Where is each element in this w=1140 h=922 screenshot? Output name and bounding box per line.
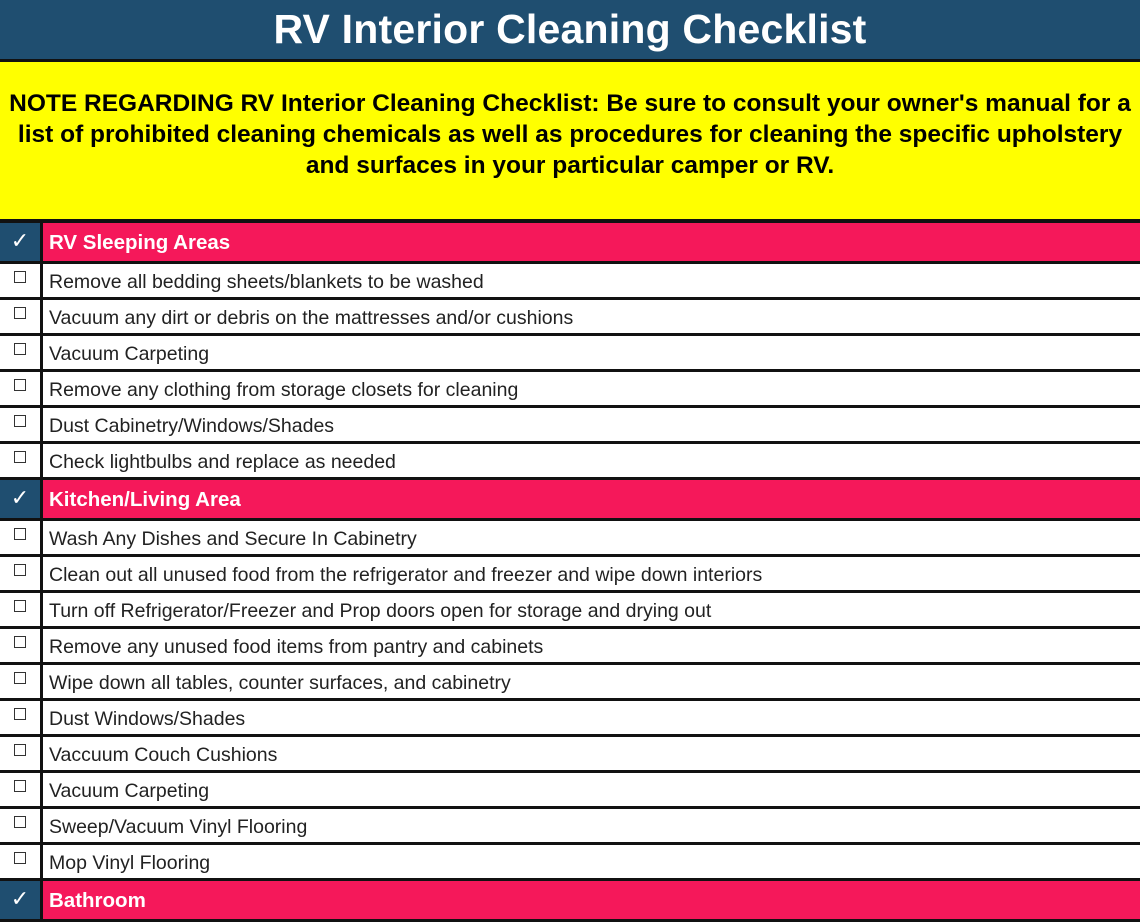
page-title: RV Interior Cleaning Checklist	[0, 0, 1140, 62]
checklist-item	[0, 557, 1140, 593]
checkbox-icon[interactable]	[14, 600, 26, 612]
checkbox-cell[interactable]	[0, 629, 43, 662]
checklist-item	[0, 701, 1140, 737]
checklist-item	[0, 845, 1140, 881]
checklist-item-label: Wipe down all tables, counter surfaces, and cabinetry	[49, 672, 511, 694]
checklist-item	[0, 593, 1140, 629]
checkbox-icon[interactable]	[14, 307, 26, 319]
section-header	[0, 223, 1140, 264]
section-check-cell	[0, 223, 43, 261]
checklist-item	[0, 336, 1140, 372]
checklist-item-label: Clean out all unused food from the refrigerator and freezer and wipe down interiors	[49, 564, 763, 586]
checklist-item	[0, 773, 1140, 809]
checklist-item-label: Check lightbulbs and replace as needed	[49, 451, 396, 473]
checkbox-icon[interactable]	[14, 816, 26, 828]
checkbox-cell[interactable]	[0, 444, 43, 477]
checkbox-icon[interactable]	[14, 415, 26, 427]
section-check-cell	[0, 480, 43, 518]
checkbox-cell[interactable]	[0, 809, 43, 842]
checklist-item-label: Remove any unused food items from pantry and cabinets	[49, 636, 544, 658]
checkbox-cell[interactable]	[0, 773, 43, 806]
checklist-item-label: Dust Cabinetry/Windows/Shades	[49, 415, 335, 437]
checkbox-cell[interactable]	[0, 408, 43, 441]
checklist-item-label: Turn off Refrigerator/Freezer and Prop doors open for storage and drying out	[49, 600, 712, 622]
checkbox-icon[interactable]	[14, 528, 26, 540]
checkbox-cell[interactable]	[0, 845, 43, 878]
checkbox-cell[interactable]	[0, 737, 43, 770]
checklist-item	[0, 372, 1140, 408]
checkbox-cell[interactable]	[0, 557, 43, 590]
note-banner	[0, 62, 1140, 223]
checklist-item	[0, 300, 1140, 336]
checkbox-cell[interactable]	[0, 336, 43, 369]
checklist-item	[0, 264, 1140, 300]
checklist-item-label: Remove any clothing from storage closets for cleaning	[49, 379, 519, 401]
section-title: Kitchen/Living Area	[43, 480, 1140, 518]
checkbox-icon[interactable]	[14, 708, 26, 720]
checklist-item-label: Wash Any Dishes and Secure In Cabinetry	[49, 528, 417, 550]
checkbox-cell[interactable]	[0, 665, 43, 698]
checklist-item	[0, 521, 1140, 557]
checkbox-cell[interactable]	[0, 701, 43, 734]
section-check-cell	[0, 881, 43, 919]
checkbox-icon[interactable]	[14, 271, 26, 283]
checkbox-cell[interactable]	[0, 372, 43, 405]
section-header	[0, 480, 1140, 521]
checklist-item-label: Mop Vinyl Flooring	[49, 852, 211, 874]
checkbox-cell[interactable]	[0, 300, 43, 333]
checkbox-icon[interactable]	[14, 780, 26, 792]
checklist-table	[0, 223, 1140, 922]
checkbox-cell[interactable]	[0, 264, 43, 297]
checklist-item	[0, 408, 1140, 444]
section-header	[0, 881, 1140, 922]
checkbox-icon[interactable]	[14, 672, 26, 684]
checkbox-icon[interactable]	[14, 343, 26, 355]
note-text: NOTE REGARDING RV Interior Cleaning Checklist: Be sure to consult your owner's manual for a list of prohibited cleaning chemicals as well as procedures for cleaning the specific upholstery and surfaces in your particular camper or RV.	[9, 90, 1131, 179]
checklist-item-label: Vacuum Carpeting	[49, 780, 210, 802]
section-title: RV Sleeping Areas	[43, 223, 1140, 261]
checkbox-icon[interactable]	[14, 379, 26, 391]
checklist-item	[0, 444, 1140, 480]
checklist-item	[0, 665, 1140, 701]
checkbox-icon[interactable]	[14, 744, 26, 756]
checkmark-icon: ✓	[10, 486, 30, 511]
checklist-item-label: Vaccuum Couch Cushions	[49, 744, 278, 766]
checklist-item-label: Vacuum any dirt or debris on the mattresses and/or cushions	[49, 307, 574, 329]
checkmark-icon: ✓	[10, 887, 30, 912]
checkbox-icon[interactable]	[14, 451, 26, 463]
checkbox-icon[interactable]	[14, 636, 26, 648]
checklist-item-label: Remove all bedding sheets/blankets to be washed	[49, 271, 484, 293]
checklist-item-label: Dust Windows/Shades	[49, 708, 246, 730]
section-title: Bathroom	[43, 881, 1140, 919]
checkbox-icon[interactable]	[14, 852, 26, 864]
checklist-item	[0, 737, 1140, 773]
checklist-item	[0, 629, 1140, 665]
checklist-item-label: Vacuum Carpeting	[49, 343, 210, 365]
checkmark-icon: ✓	[10, 229, 30, 254]
checkbox-icon[interactable]	[14, 564, 26, 576]
checklist-item-label: Sweep/Vacuum Vinyl Flooring	[49, 816, 308, 838]
checkbox-cell[interactable]	[0, 521, 43, 554]
checkbox-cell[interactable]	[0, 593, 43, 626]
checklist-item	[0, 809, 1140, 845]
